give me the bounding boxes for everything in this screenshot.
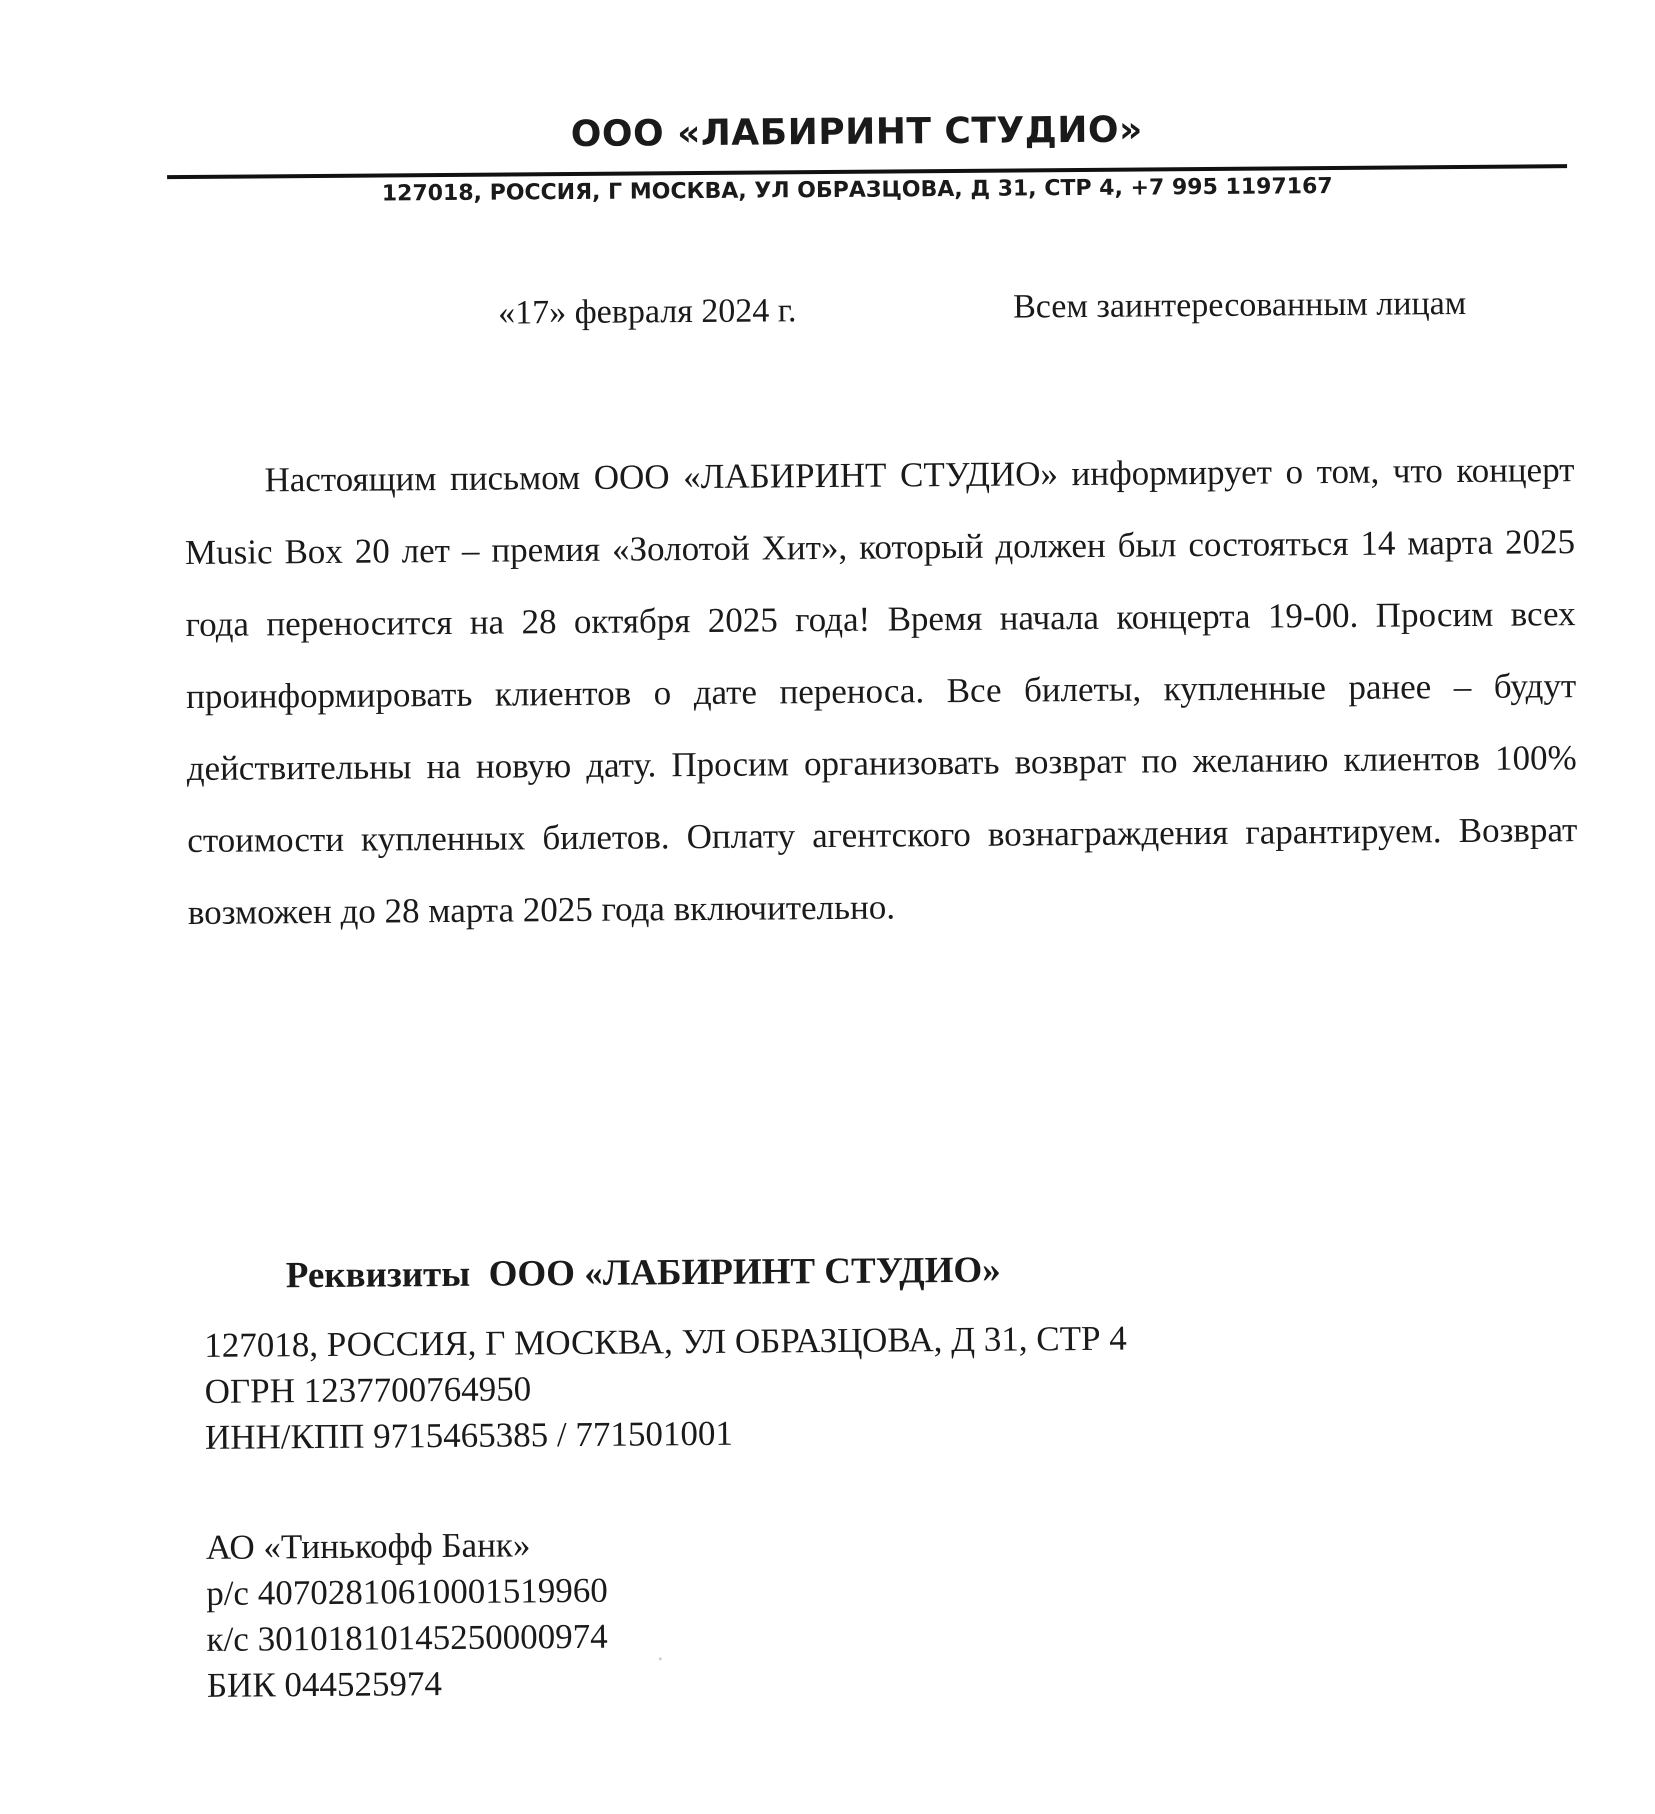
bank-bik: БИК 044525974 bbox=[206, 1664, 443, 1705]
letter-body bbox=[184, 434, 1578, 949]
requisites-address: 127018, РОССИЯ, Г МОСКВА, УЛ ОБРАЗЦОВА, Д 31, СТР 4 bbox=[204, 1318, 1127, 1365]
letterhead-company-name: ООО «ЛАБИРИНТ СТУДИО» bbox=[570, 109, 1143, 156]
bank-correspondent-account: к/с 30101810145250000974 bbox=[206, 1616, 608, 1659]
requisites-title: Реквизиты ООО «ЛАБИРИНТ СТУДИО» bbox=[285, 1249, 1001, 1297]
requisites-company-details bbox=[204, 1316, 1128, 1461]
requisites-ogrn: ОГРН 1237700764950 bbox=[204, 1369, 532, 1411]
requisites-inn-kpp: ИНН/КПП 9715465385 / 771501001 bbox=[204, 1413, 734, 1457]
letter-addressee: Всем заинтересованным лицам bbox=[1013, 284, 1467, 326]
requisites-bank-details bbox=[206, 1522, 609, 1709]
bank-name: АО «Тинькофф Банк» bbox=[205, 1525, 531, 1567]
bank-account: р/с 40702810610001519960 bbox=[206, 1570, 608, 1613]
letterhead-address: 127018, РОССИЯ, Г МОСКВА, УЛ ОБРАЗЦОВА, Д 31, СТР 4, +7 995 1197167 bbox=[381, 174, 1333, 207]
scan-speck bbox=[659, 1657, 662, 1660]
letter-date: «17» февраля 2024 г. bbox=[498, 292, 797, 332]
body-paragraph: Настоящим письмом ООО «ЛАБИРИНТ СТУДИО» информирует о том, что концерт Music Box 20 лет – премия «Золотой Хит», который должен был состояться 14 марта 2025 года переносится на 28 октября 2025 года! Время начала концерта 19-00. Просим всех проинформировать клиентов о дате переноса. Все билеты, купленные ранее – будут действительны на новую дату. Просим организовать возврат по желанию клиентов 100% стоимости купленных билетов. Оплату агентского вознаграждения гарантируем. Возврат возможен до 28 марта 2025 года включительно. bbox=[184, 450, 1578, 933]
